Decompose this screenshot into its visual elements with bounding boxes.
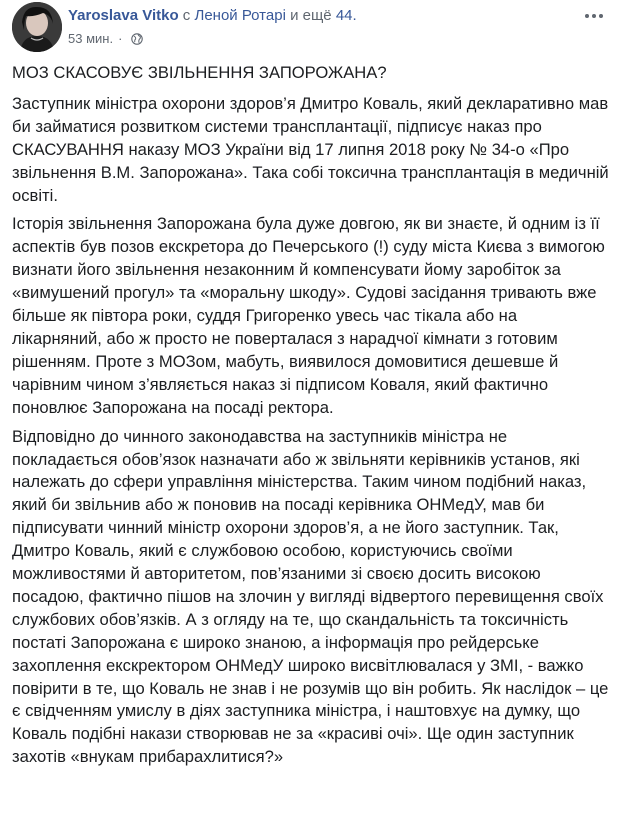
post-options-button[interactable]	[583, 8, 605, 24]
more-dots-icon	[583, 8, 605, 24]
author-avatar[interactable]	[12, 2, 62, 52]
post-paragraph-2: Історія звільнення Запорожана була дуже довгою, як ви знаєте, й одним із її аспектів був позов екскретора до Печерського (!) суду міста Києва з вимогою визнати його звільнення незаконним й компенсувати йому заробіток за «вимушений прогул» та «моральну шкоду». Судові засідання тривають вже більше як півтора роки, суддя Григоренко увесь час тікала або на лікарняний, або ж просто не поверталася з нарадчої кімнати з готовим рішенням. Проте з МОЗом, мабуть, виявилося домовитися дешевше й чарівним чином з’являється наказ зі підписом Коваля, який фактично поновлює Запорожана на посаді ректора.	[12, 214, 605, 417]
avatar-photo-icon	[12, 2, 62, 52]
post-timestamp[interactable]: 53 мин.	[68, 31, 114, 46]
post-paragraph-1: Заступник міністра охорони здоров’я Дмитро Коваль, який декларативно мав би займатися розвитком системи трансплантації, підписує наказ про СКАСУВАННЯ наказу МОЗ України від 17 липня 2018 року № 34-о «Про звільнення В.М. Запорожана». Така собі токсична трансплантація в медичній освіті.	[12, 93, 609, 205]
and-more-text: и ещё	[285, 7, 336, 24]
with-text: с	[178, 7, 195, 24]
tagged-person-link[interactable]: Леной Ротарі	[194, 7, 286, 24]
post-meta	[68, 30, 143, 48]
post-body	[12, 62, 610, 775]
post-title: МОЗ СКАСОВУЄ ЗВІЛЬНЕННЯ ЗАПОРОЖАНА?	[12, 63, 387, 82]
post-paragraph-3: Відповідно до чинного законодавства на заступників міністра не покладається обов’язок назначати або ж звільняти керівників установ, які належать до сфери управління міністерства. Таким чином подібний наказ, який би звільнив або ж поновив на посаді керівника ОНМедУ, мав би підписувати чинний міністр охорони здоров’я, а не його заступник. Так, Дмитро Коваль, який є службовою особою, користуючись своїми можливостями й авторитетом, пов’язаними зі своєю досить високою посадою, фактично пішов на злочин у вигляді відвертого перевищення своїх службових обов’язків. А з огляду на те, що скандальність та токсичність постаті Запорожана є широко знаною, а інформація про рейдерське захоплення екскректором ОНМедУ широко висвітлювалася у ЗМІ, - важко повірити в те, що Коваль не знав і не розумів що він робить. Як наслідок – це є свідченням умислу в діях заступника міністра, і наштовхує на думку, що Коваль подібні накази створював не за «красиві очі». Ще один заступник захотів «внукам прибарахлитися?»	[12, 426, 609, 767]
globe-icon[interactable]	[131, 33, 143, 45]
post-header	[12, 2, 605, 58]
author-name-link[interactable]: Yaroslava Vitko	[68, 7, 179, 24]
tagged-count-link[interactable]: 44.	[335, 7, 357, 24]
post-author-line	[68, 6, 357, 26]
meta-separator: ·	[118, 31, 123, 46]
